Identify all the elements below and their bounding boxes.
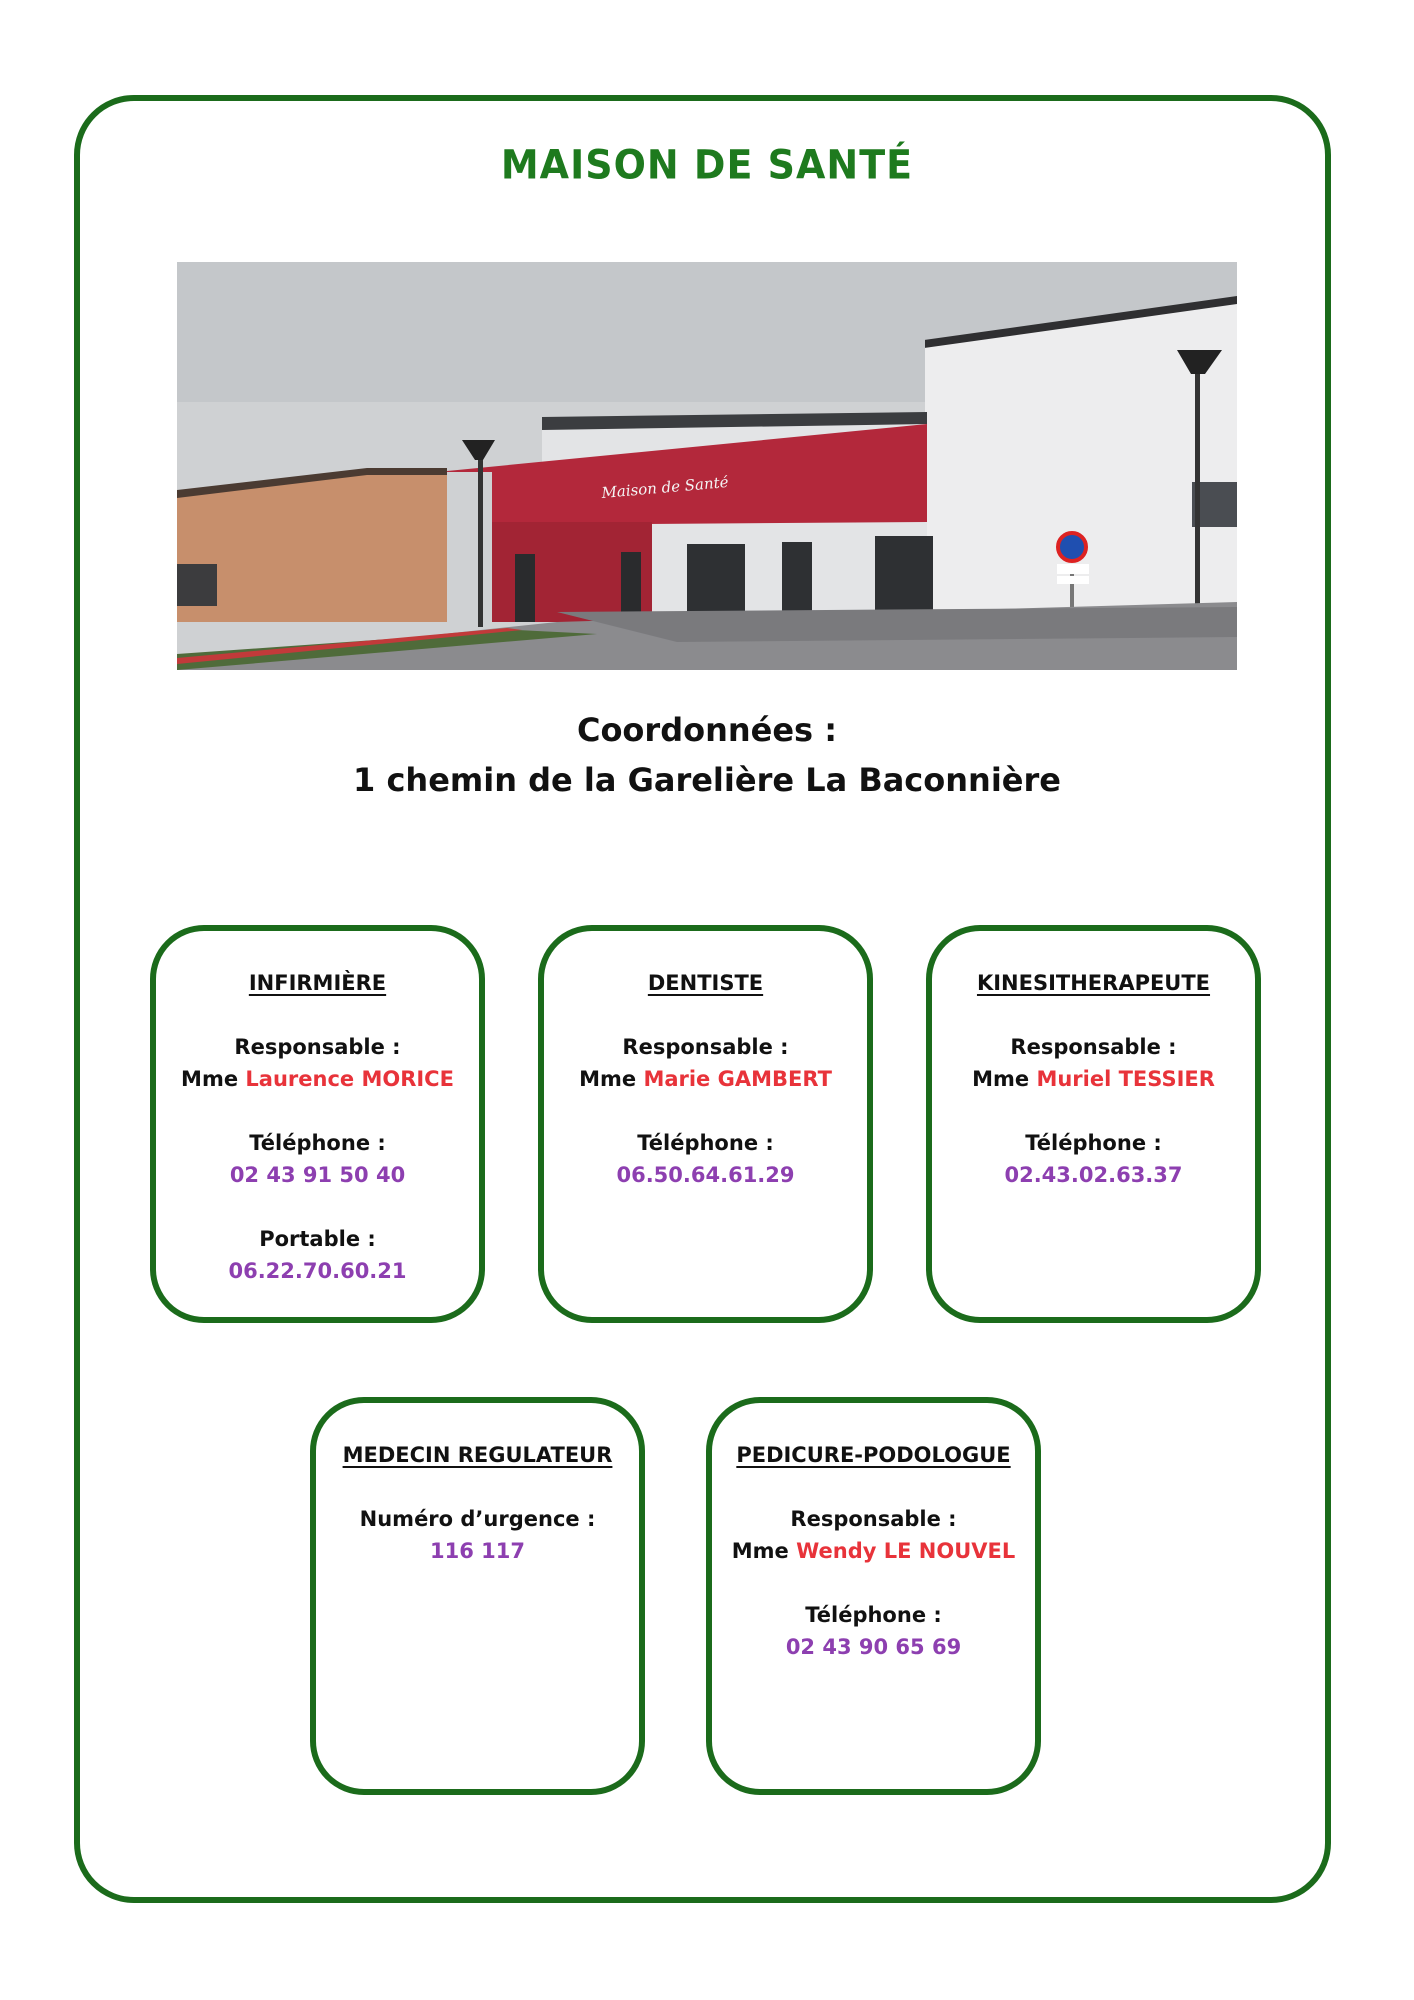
phone-number[interactable]: 02.43.02.63.37 [1004, 1163, 1183, 1187]
mobile-label: Portable : [259, 1227, 376, 1251]
responsable-label: Responsable : [234, 1035, 401, 1059]
phone-label: Téléphone : [637, 1131, 774, 1155]
responsable-label: Responsable : [790, 1507, 957, 1531]
phone-label: Téléphone : [805, 1603, 942, 1627]
phone-number[interactable]: 06.50.64.61.29 [616, 1163, 795, 1187]
card-pedicure-podologue [706, 1397, 1041, 1795]
phone-number[interactable]: 02 43 90 65 69 [785, 1635, 962, 1659]
urgency-number[interactable]: 116 117 [430, 1539, 525, 1563]
responsable-name: Muriel TESSIER [1036, 1067, 1215, 1091]
card-heading: DENTISTE [647, 971, 764, 995]
title-prefix: Mme [181, 1067, 239, 1091]
responsable-name: Marie GAMBERT [643, 1067, 832, 1091]
card-medecin-regulateur [310, 1397, 645, 1795]
responsable-label: Responsable : [1010, 1035, 1177, 1059]
page-title: MAISON DE SANTÉ [500, 141, 914, 189]
urgency-label: Numéro d’urgence : [359, 1507, 596, 1531]
coordinates-label: Coordonnées : [576, 711, 838, 749]
responsable-name: Wendy LE NOUVEL [796, 1539, 1016, 1563]
responsable-label: Responsable : [622, 1035, 789, 1059]
title-prefix: Mme [731, 1539, 789, 1563]
building-photo [177, 262, 1237, 670]
card-kinesitherapeute [926, 925, 1261, 1323]
building-sign: Maison de Santé [600, 472, 730, 502]
card-infirmiere [150, 925, 485, 1323]
card-heading: INFIRMIÈRE [248, 971, 387, 995]
phone-label: Téléphone : [1025, 1131, 1162, 1155]
address-text: 1 chemin de la Garelière La Baconnière [353, 761, 1061, 799]
mobile-number[interactable]: 06.22.70.60.21 [228, 1259, 407, 1283]
phone-number[interactable]: 02 43 91 50 40 [229, 1163, 406, 1187]
card-heading: PEDICURE-PODOLOGUE [736, 1443, 1011, 1467]
responsable-name: Laurence MORICE [245, 1067, 454, 1091]
card-heading: MEDECIN REGULATEUR [342, 1443, 613, 1467]
card-heading: KINESITHERAPEUTE [976, 971, 1211, 995]
title-prefix: Mme [579, 1067, 637, 1091]
card-dentiste [538, 925, 873, 1323]
title-prefix: Mme [972, 1067, 1030, 1091]
phone-label: Téléphone : [249, 1131, 386, 1155]
